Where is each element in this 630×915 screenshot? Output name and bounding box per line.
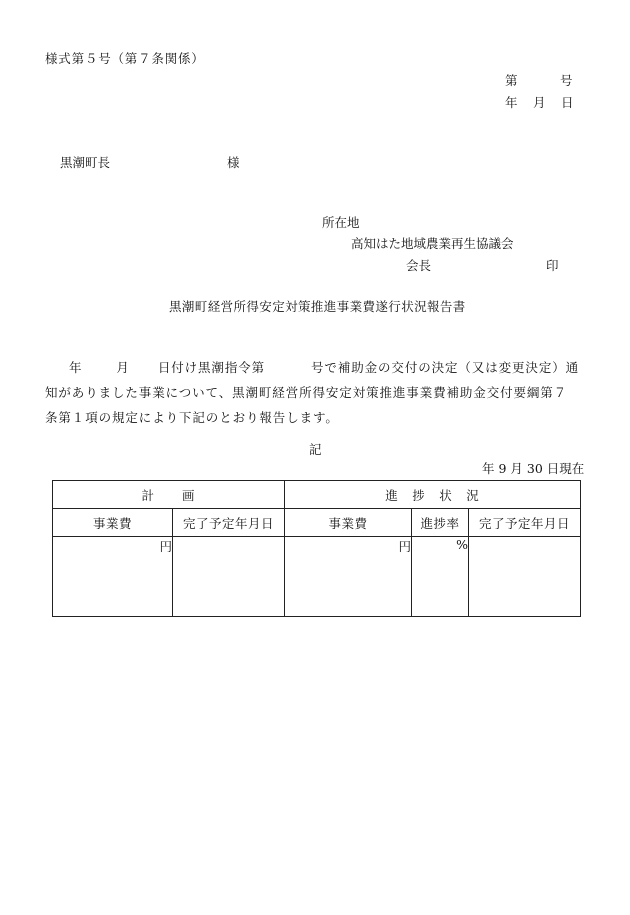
body-paragraph	[45, 355, 590, 430]
col-plan-completion-date: 完了予定年月日	[173, 509, 285, 537]
body-text-a: 日付け黒潮指令第	[157, 360, 266, 375]
col-progress-rate: 進捗率	[412, 509, 469, 537]
doc-number-go: 号	[560, 73, 573, 88]
form-number: 様式第５号（第７条関係）	[45, 51, 205, 66]
doc-number-dai: 第	[505, 73, 518, 88]
body-line-1	[45, 355, 590, 380]
sender-location-label: 所在地	[322, 215, 360, 230]
progress-header: 進 捗 状 況	[285, 481, 581, 509]
body-line-2: 知がありました事業について、黒潮町経営所得安定対策推進事業費補助金交付要綱第７	[45, 385, 568, 400]
table-row	[53, 537, 581, 617]
addressee-honorific: 様	[227, 155, 240, 170]
col-progress-completion-date: 完了予定年月日	[469, 509, 581, 537]
cell-progress-rate[interactable]: %	[412, 537, 469, 617]
plan-header: 計 画	[53, 481, 285, 509]
table-header-row	[53, 481, 581, 509]
col-plan-cost: 事業費	[53, 509, 173, 537]
body-year: 年	[69, 360, 83, 375]
addressee-title: 黒潮町長	[60, 155, 111, 170]
as-of-date: 年 9 月 30 日現在	[482, 461, 585, 476]
table-subheader-row	[53, 509, 581, 537]
cell-progress-completion-date[interactable]	[469, 537, 581, 617]
body-text-b: 号で補助金の交付の決定（又は変更決定）通	[311, 360, 580, 375]
sender-role: 会長	[406, 258, 432, 273]
doc-date-year: 年	[505, 95, 518, 110]
doc-date-day: 日	[561, 95, 574, 110]
cell-progress-cost[interactable]: 円	[285, 537, 412, 617]
report-table	[52, 480, 581, 617]
seal-mark: 印	[546, 258, 559, 273]
cell-plan-completion-date[interactable]	[173, 537, 285, 617]
document-title: 黒潮町経営所得安定対策推進事業費遂行状況報告書	[169, 299, 466, 314]
ki-label: 記	[309, 442, 322, 457]
col-progress-cost: 事業費	[285, 509, 412, 537]
doc-date-month: 月	[533, 95, 546, 110]
body-line-3: 条第１項の規定により下記のとおり報告します。	[45, 410, 339, 425]
body-month: 月	[116, 360, 130, 375]
sender-org-name: 高知はた地域農業再生協議会	[351, 236, 514, 251]
cell-plan-cost[interactable]: 円	[53, 537, 173, 617]
